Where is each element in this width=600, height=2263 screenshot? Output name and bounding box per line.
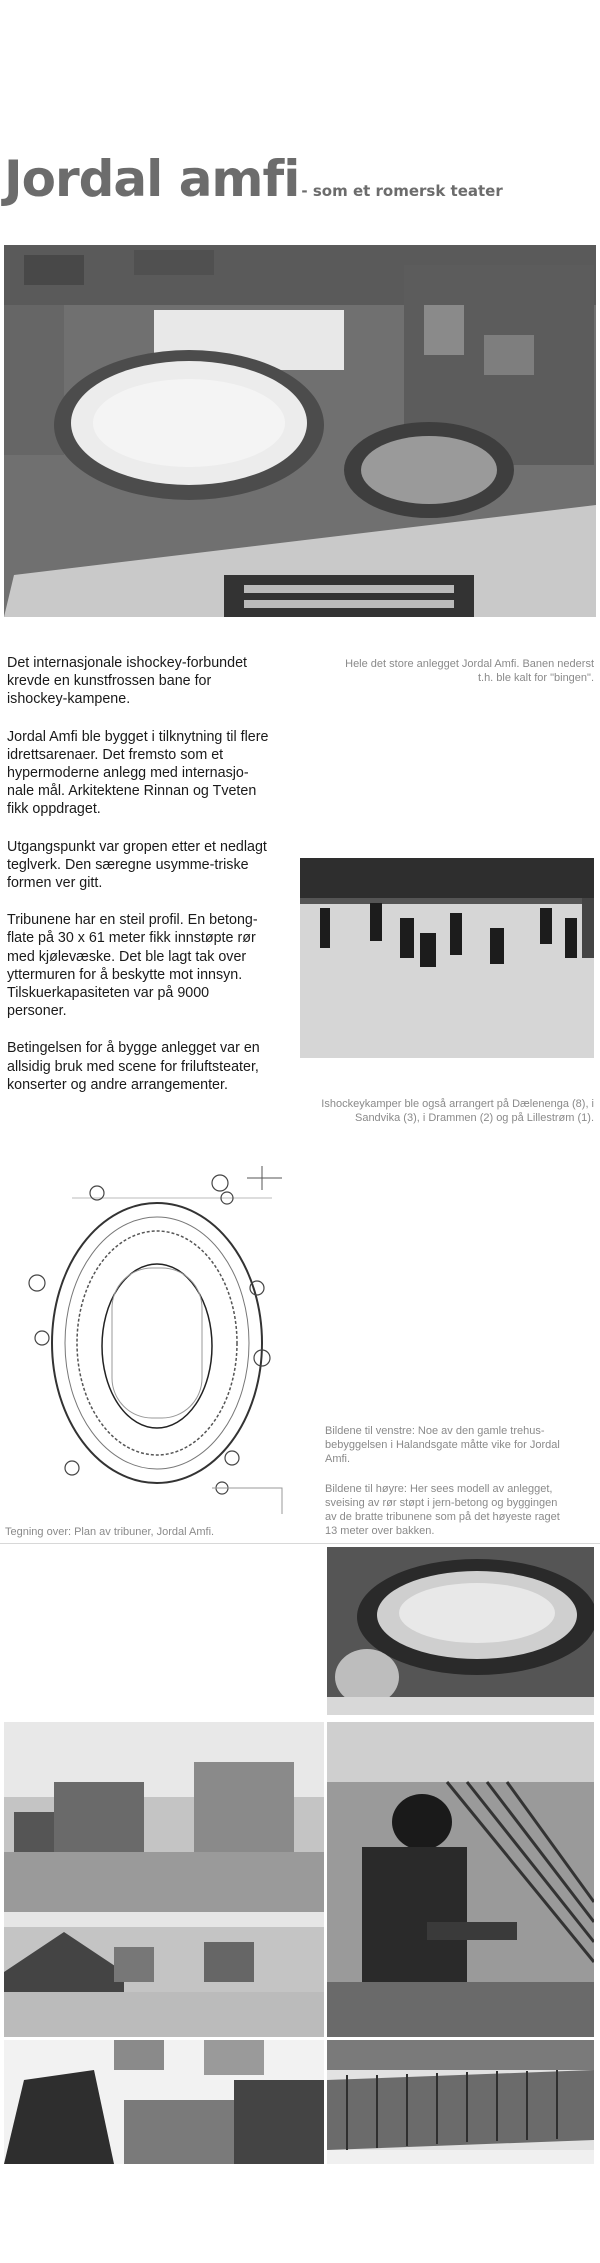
aerial-photo [4,245,596,617]
tribune-construction-photo [327,2040,594,2164]
hockey-caption: Ishockeykamper ble også arrangert på Dælenenga (8), i Sandvika (3), i Drammen (2) og på Lillestrøm (1). [321,1098,594,1124]
hockey-photo [300,858,594,1058]
body-paragraph-1: Det internasjonale ishockey-forbundet krevde en kunstfrossen bane for ishockey-kampene. [7,655,248,708]
construction-photo [4,2040,324,2164]
body-paragraph-2: Jordal Amfi ble bygget i tilknytning til flere idrettsarenaer. Det fremsto som et hypermoderne anlegg med internasjo-nale mål. Arkitektene Rinnan og Tveten fikk oppdraget. [7,728,269,818]
divider [0,1543,600,1544]
model-photo [327,1547,594,1715]
title-subtitle: - som et romersk teater [301,182,503,200]
left-photos-caption: Bildene til venstre: Noe av den gamle trehus-bebyggelsen i Halandsgate måtte vike for Jordal Amfi. [325,1425,560,1465]
plan-drawing [12,1158,286,1514]
body-paragraph-4: Tribunene har en steil profil. En betong-flate på 30 x 61 meter fikk innstøpte rør med kjølevæske. Det ble lagt tak over yttermuren for å beskytte mot innsyn. Tilskuerkapasiteten var på 9000 personer. [7,912,258,1020]
welder-photo [327,1722,594,2037]
old-houses-photo [4,1722,324,2037]
page-title [4,150,503,208]
aerial-caption: Hele det store anlegget Jordal Amfi. Banen nederst t.h. ble kalt for "bingen". [345,658,594,684]
plan-caption: Tegning over: Plan av tribuner, Jordal Amfi. [5,1526,215,1538]
body-text [7,654,269,1113]
right-photos-caption: Bildene til høyre: Her sees modell av anlegget, sveising av rør støpt i jern-betong og byggingen av de bratte tribunene som på det høyeste raget 13 meter over bakken. [325,1483,560,1537]
body-paragraph-3: Utgangspunkt var gropen etter et nedlagt teglverk. Den særegne usymme-triske formen ver gitt. [7,838,267,892]
title-main: Jordal amfi [4,150,300,208]
body-paragraph-5: Betingelsen for å bygge anlegget var en allsidig bruk med scene for friluftsteater, konserter og andre arrangementer. [7,1040,260,1093]
